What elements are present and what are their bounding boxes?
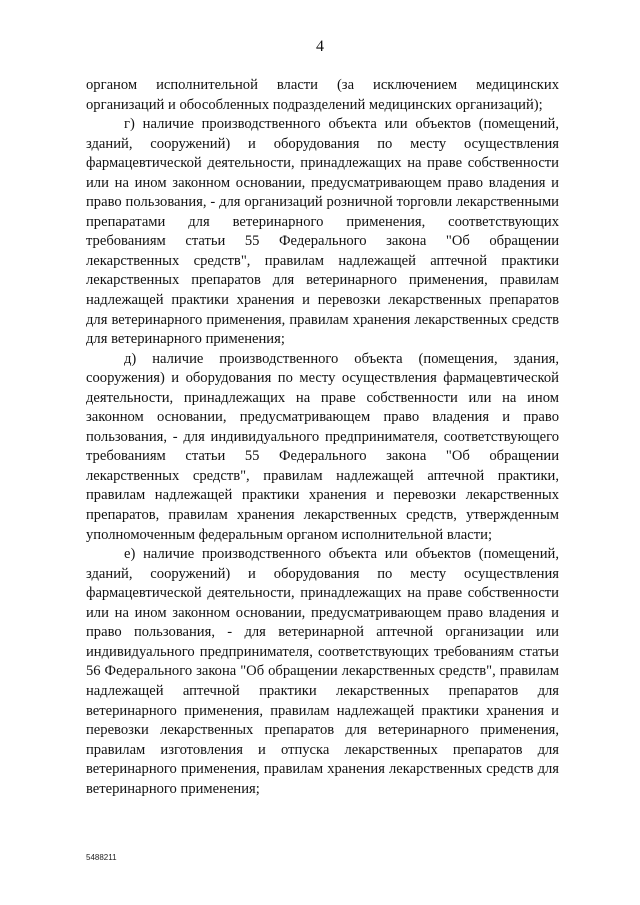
paragraph-item-e: е) наличие производственного объекта или объектов (помещений, зданий, сооружений) и оборудования по месту осуществления фармацевтической деятельности, принадлежащих на праве собственности или на ином законном основании, предусматривающем право владения и право пользования, - для ветеринарной аптечной организации или индивидуального предпринимателя, соответствующих требованиям статьи 56 Федерального закона "Об обращении лекарственных средств", правилам надлежащей аптечной практики лекарственных препаратов для ветеринарного применения, правилам надлежащей практики хранения и перевозки лекарственных препаратов для ветеринарного применения, правилам изготовления и отпуска лекарственных препаратов для ветеринарного применения, правилам хранения лекарственных средств для ветеринарного применения; [86,546,559,797]
paragraph-item-d: д) наличие производственного объекта (помещения, здания, сооружения) и оборудования по месту осуществления фармацевтической деятельности, принадлежащих на праве собственности или на ином законном основании, предусматривающем право владения и право пользования, - для индивидуального предпринимателя, соответствующего требованиям статьи 55 Федерального закона "Об обращении лекарственных средств", правилам надлежащей аптечной практики, правилам надлежащей практики хранения и перевозки лекарственных препаратов, правилам хранения лекарственных средств, утвержденным уполномоченным федеральным органом исполнительной власти; [86,350,559,543]
paragraph-item-g: г) наличие производственного объекта или объектов (помещений, зданий, сооружений) и оборудования по месту осуществления фармацевтической деятельности, принадлежащих на праве собственности или на ином законном основании, предусматривающем право владения и право пользования, - для организаций розничной торговли лекарственными препаратами для ветеринарного применения, соответствующих требованиям статьи 55 Федерального закона "Об обращении лекарственных средств", правилам надлежащей аптечной практики лекарственных препаратов для ветеринарного применения, правилам надлежащей практики хранения и перевозки лекарственных препаратов для ветеринарного применения, правилам хранения лекарственных средств для ветеринарного применения; [86,116,559,348]
document-code: 5488211 [86,853,117,862]
page-number: 4 [316,38,324,55]
paragraph-continuation: органом исполнительной власти (за исключением медицинских организаций и обособленных подразделений медицинских организаций); [86,77,559,113]
document-body [86,76,559,799]
